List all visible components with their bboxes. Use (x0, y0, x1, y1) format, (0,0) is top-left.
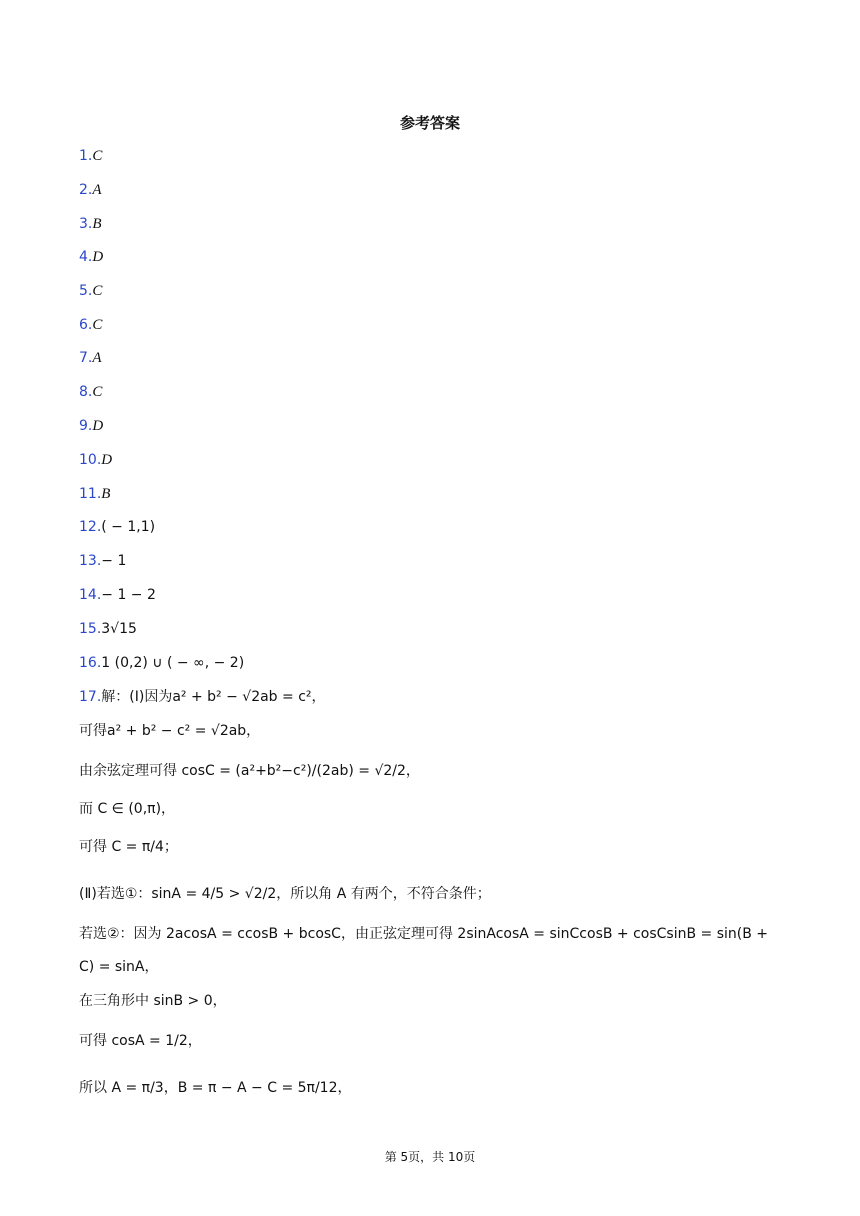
solution-line-2: 可得a² + b² − c² = √2ab， (79, 723, 261, 739)
answer-line-5 (79, 281, 102, 301)
answer-line-6 (79, 315, 102, 335)
answer-number: 5. (79, 283, 93, 299)
answer-number: 9. (79, 418, 93, 434)
answer-line-15 (79, 619, 137, 639)
solution-number: 17. (79, 689, 102, 705)
answer-text: 1 (0,2) ∪ ( − ∞, − 2) (101, 655, 245, 671)
answer-text: C (92, 384, 103, 400)
answer-line-3 (79, 214, 102, 234)
solution-line-8: C) = sinA， (79, 959, 159, 975)
answer-number: 14. (79, 587, 102, 603)
answer-line-9 (79, 416, 103, 436)
answer-line-12 (79, 517, 155, 537)
solution-line-6: (Ⅱ)若选①：sinA = 4/5 > √2/2，所以角 A 有两个，不符合条件； (79, 886, 491, 902)
page-footer: 第 5页，共 10页 (384, 1150, 476, 1164)
answer-line-1 (79, 146, 102, 166)
answer-text: − 1 − 2 (101, 587, 156, 603)
answer-line-7 (79, 348, 102, 368)
answer-line-14 (79, 585, 156, 605)
solution-line-3: 由余弦定理可得 cosC = (a²+b²−c²)/(2ab) = √2/2， (79, 763, 420, 779)
answer-number: 4. (79, 249, 93, 265)
answer-number: 6. (79, 317, 93, 333)
answer-number: 1. (79, 148, 93, 164)
answer-number: 12. (79, 519, 102, 535)
answer-number: 11. (79, 486, 102, 502)
answer-text: ( − 1,1) (101, 519, 156, 535)
answer-number: 2. (79, 182, 93, 198)
solution-line-11: 所以 A = π/3，B = π − A − C = 5π/12， (79, 1080, 352, 1096)
answer-number: 8. (79, 384, 93, 400)
answer-text: C (92, 283, 103, 299)
answer-line-10 (79, 450, 112, 470)
answer-number: 7. (79, 350, 93, 366)
answer-text: B (92, 216, 102, 232)
solution-line-5: 可得 C = π/4； (79, 839, 178, 855)
page-title: 参考答案 (399, 114, 460, 132)
solution-line-9: 在三角形中 sinB > 0， (79, 993, 227, 1009)
answer-number: 16. (79, 655, 102, 671)
answer-number: 13. (79, 553, 102, 569)
solution-line-7: 若选②：因为 2acosA = ccosB + bcosC，由正弦定理可得 2sinAcosA = sinCcosB + cosCsinB = sin(B + (79, 926, 769, 942)
answer-line-13 (79, 551, 126, 571)
solution-line-1 (79, 687, 326, 707)
answer-text: D (101, 452, 113, 468)
solution-line-4: 而 C ∈ (0,π)， (79, 801, 176, 817)
answer-text: 3√15 (101, 621, 137, 637)
answer-number: 3. (79, 216, 93, 232)
answer-line-16 (79, 653, 244, 673)
answer-text: D (92, 418, 104, 434)
answer-line-4 (79, 247, 103, 267)
answer-number: 15. (79, 621, 102, 637)
answer-text: A (92, 182, 102, 198)
answer-text: D (92, 249, 104, 265)
answer-text: C (92, 317, 103, 333)
solution-text: 解：(Ⅰ)因为a² + b² − √2ab = c²， (101, 689, 326, 705)
answer-text: A (92, 350, 102, 366)
answer-text: B (101, 486, 111, 502)
answer-text: − 1 (101, 553, 127, 569)
answer-line-11 (79, 484, 110, 504)
answer-line-2 (79, 180, 102, 200)
solution-line-10: 可得 cosA = 1/2， (79, 1033, 202, 1049)
answer-text: C (92, 148, 103, 164)
answer-line-8 (79, 382, 102, 402)
answer-number: 10. (79, 452, 102, 468)
